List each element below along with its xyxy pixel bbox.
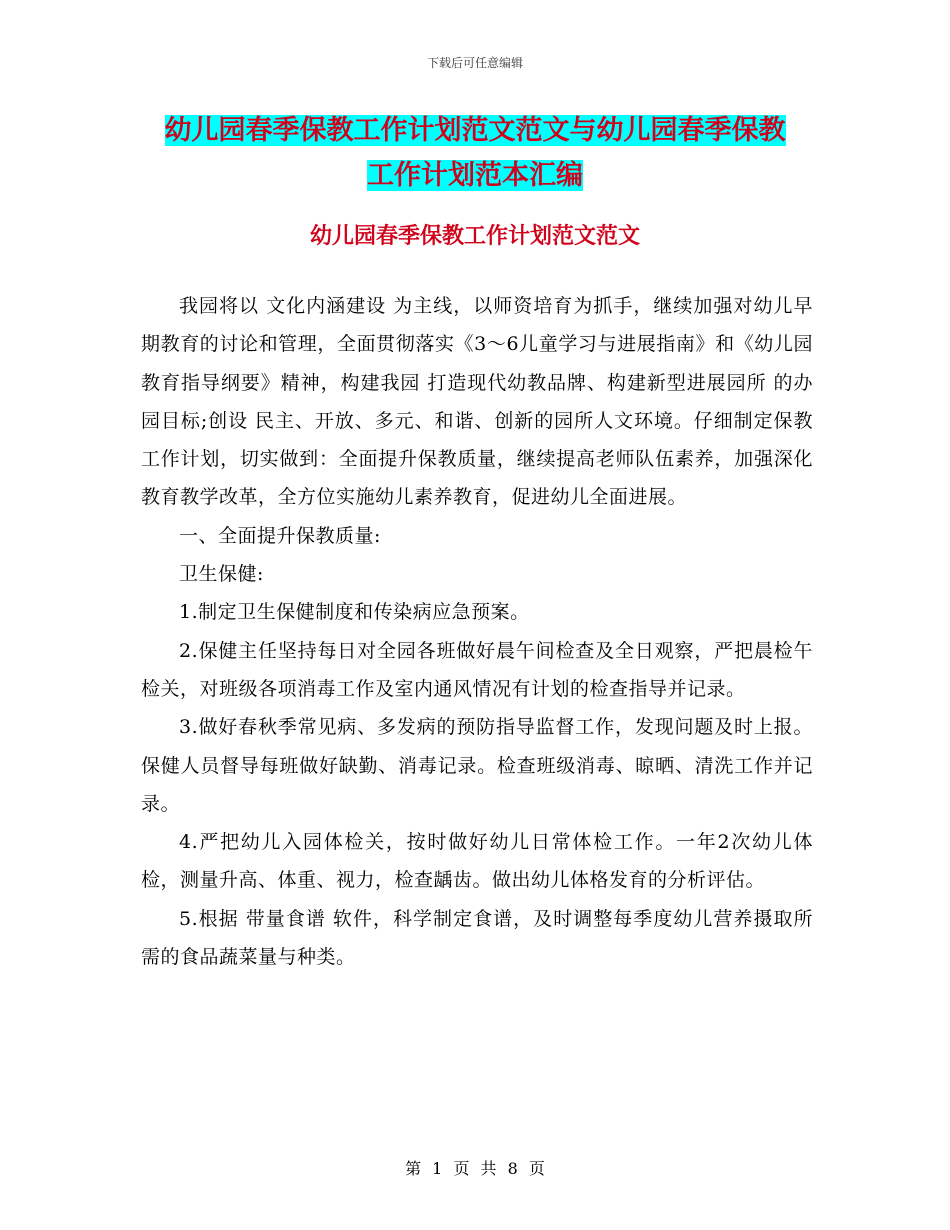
document-body xyxy=(141,287,813,976)
paragraph-intro: 我园将以 文化内涵建设 为主线，以师资培育为抓手，继续加强对幼儿早期教育的讨论和管理，全面贯彻落实《3～6儿童学习与进展指南》和《幼儿园教育指导纲要》精神，构建我园 打造现代幼教品牌、构建新型进展园所 的办园目标;创设 民主、开放、多元、和谐、创新的园所人文环境。仔细制定保教工作计划，切实做到：全面提升保教质量，继续提高老师队伍素养，加强深化教育教学改革，全方位实施幼儿素养教育，促进幼儿全面进展。 xyxy=(141,295,813,509)
page-footer-number: 第 1 页 共 8 页 xyxy=(405,1159,545,1178)
paragraph-item-4: 4.严把幼儿入园体检关，按时做好幼儿日常体检工作。一年2次幼儿体检，测量升高、体重、视力，检查龋齿。做出幼儿体格发育的分析评估。 xyxy=(141,831,813,892)
paragraph-item-5: 5.根据 带量食谱 软件，科学制定食谱，及时调整每季度幼儿营养摄取所需的食品蔬菜量与种类。 xyxy=(141,907,813,969)
document-title-line-1: 幼儿园春季保教工作计划范文范文与幼儿园春季保教 xyxy=(164,115,786,146)
section-title: 幼儿园春季保教工作计划范文范文 xyxy=(309,224,640,249)
paragraph-subheading-health: 卫生保健: xyxy=(179,563,264,586)
page-header-note: 下载后可任意编辑 xyxy=(426,56,523,70)
paragraph-item-3: 3.做好春秋季常见病、多发病的预防指导监督工作，发现问题及时上报。保健人员督导每班做好缺勤、消毒记录。检查班级消毒、晾晒、清洗工作并记录。 xyxy=(141,716,813,815)
document-title-line-2: 工作计划范本汇编 xyxy=(367,160,583,191)
paragraph-item-1: 1.制定卫生保健制度和传染病应急预案。 xyxy=(179,601,530,624)
paragraph-item-2: 2.保健主任坚持每日对全园各班做好晨午间检查及全日观察，严把晨检午检关，对班级各项消毒工作及室内通风情况有计划的检查指导并记录。 xyxy=(141,639,813,700)
document-title xyxy=(130,108,820,198)
paragraph-heading-1: 一、全面提升保教质量: xyxy=(179,524,381,547)
